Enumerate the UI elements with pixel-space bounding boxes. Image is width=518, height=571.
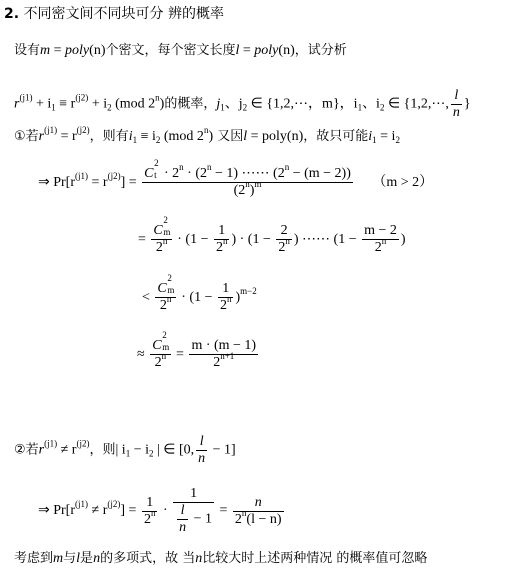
frac-num: 1 [142, 495, 158, 512]
frac-den: n [452, 105, 460, 120]
sup-n: n [155, 92, 160, 103]
frac-den: 2 [374, 240, 382, 256]
less-than: < [142, 289, 150, 305]
sub-1: 1 [220, 102, 225, 113]
sup-j1: (j1) [75, 499, 89, 510]
interval-open: | ∈ [0, [153, 442, 195, 458]
close-paren: ) [208, 129, 214, 144]
den: 2 [154, 355, 162, 371]
sup-n1: n+1 [220, 351, 235, 362]
c: C [153, 223, 163, 238]
eq-r: = r [57, 129, 77, 144]
intro-text-3: ，试分析 [294, 43, 347, 58]
sup-n: n [285, 236, 290, 247]
eq-r: = r [88, 174, 108, 190]
step-2-line [138, 215, 406, 256]
frac-den: 2 [278, 240, 286, 256]
intro-text-1: 设有 [14, 43, 41, 58]
frac-den: 2 [213, 355, 221, 371]
case-2-marker: ②若 [14, 442, 39, 458]
then-text: ，则 [89, 442, 116, 458]
sub-1: 1 [357, 102, 363, 113]
sup-j1: (j1) [19, 92, 33, 103]
big-fraction [142, 158, 353, 199]
var-j: j [216, 96, 221, 112]
condition: （m > 2） [372, 174, 434, 190]
frac-den: 2 [234, 511, 242, 527]
step-1-line [38, 158, 434, 199]
sub-1: 1 [125, 448, 131, 459]
result-fraction [189, 338, 258, 371]
sup-j2: (j2) [76, 125, 90, 135]
equals: = [50, 43, 66, 58]
sup-n: n [203, 125, 209, 135]
conclusion-text: 是 [80, 551, 94, 566]
sup-n: n [245, 179, 250, 190]
den-part: (2 [233, 183, 246, 199]
intro-text-2: 个密文，每个密文长度 [105, 43, 236, 58]
sup-n: n [381, 236, 387, 247]
frac-num: m − 2 [364, 223, 397, 239]
num-part: − (m − 2)) [289, 166, 351, 182]
frac-1 [214, 223, 230, 256]
binom-fraction: C 2 m 2$^n$ [153, 215, 171, 256]
conclusion-text: 与 [63, 551, 77, 566]
neq-r: ≠ r [88, 503, 108, 519]
comma-j: 、j [224, 96, 243, 112]
sup-j2: (j2) [75, 92, 89, 103]
den: 2 [155, 240, 163, 256]
poly-fn: poly [65, 43, 90, 58]
sup-j2: (j2) [76, 438, 90, 449]
sub-2: 2 [395, 135, 400, 145]
frac-1 [142, 495, 158, 528]
var-i: i [128, 129, 133, 144]
frac-num: l [199, 434, 204, 449]
sup-j1: (j1) [44, 125, 58, 135]
implies-pr: ⇒ Pr[r [38, 503, 76, 519]
sub-1: 1 [372, 135, 377, 145]
fraction-l-over-n [196, 434, 207, 467]
frac-num: n [254, 494, 262, 510]
var-l: l [243, 129, 248, 144]
eq-i: = i [376, 129, 396, 144]
section-heading [4, 3, 224, 23]
close-bracket: ] = [120, 174, 141, 190]
frac-num: 2 [276, 223, 292, 240]
then-text: ，则有 [89, 129, 129, 144]
interval-close: − 1] [209, 442, 236, 458]
mod: (mod 2 [160, 129, 204, 144]
sup-n: n [222, 236, 228, 247]
frac-1 [218, 281, 234, 314]
frac-2 [276, 223, 292, 256]
sup-m: m [254, 179, 262, 190]
close-brace: } [463, 96, 471, 112]
conclusion-line [14, 547, 427, 567]
den: 2 [159, 298, 167, 314]
prob-text: 的概率， [164, 96, 217, 112]
var-i: i [368, 129, 373, 144]
factor-open: ) ⋯⋯ (1 − [293, 231, 361, 247]
abs-open: | i [115, 442, 126, 458]
poly-arg: (n) [89, 43, 106, 58]
sup-n: n [162, 236, 168, 247]
binom-fraction: C 2 m 2$^n$ [152, 330, 170, 371]
neq-r: ≠ r [57, 442, 77, 458]
fraction-l-over-n [451, 88, 462, 121]
sub-2: 2 [155, 135, 161, 145]
equals: = [239, 43, 255, 58]
because-text: 又因 [213, 129, 244, 144]
congruence-line [14, 88, 471, 121]
den-tail: (l − n) [246, 511, 282, 527]
set-i: ∈ {1,2,⋯, [384, 96, 449, 112]
num-part: − 1) ⋯⋯ (2 [211, 166, 285, 182]
sup-n: n [241, 507, 247, 518]
inner-fraction [177, 503, 188, 536]
minus-one: − 1 [190, 511, 213, 527]
close-paren: ) [235, 289, 241, 305]
conclusion-text: 考虑到 [14, 551, 54, 566]
var-n: n [195, 551, 203, 566]
exponent: m−2 [240, 285, 257, 296]
only-text: ，故只可能 [303, 129, 369, 144]
comma-i: 、i [362, 96, 380, 112]
binom-fraction: C 2 m 2$^n$ [157, 273, 175, 314]
c: C [144, 166, 154, 181]
sup-n: n [166, 294, 172, 305]
var-r: r [38, 129, 45, 144]
frac-den: 2 [215, 240, 223, 256]
var-r: r [14, 96, 20, 112]
sub-2: 2 [148, 448, 154, 459]
equals: = [172, 346, 188, 362]
sup-n: n [179, 162, 184, 173]
frac-num: l [454, 88, 459, 103]
sup-n: n [150, 507, 156, 518]
factor-open: · (1 − [173, 231, 212, 247]
step-5-line [38, 486, 286, 536]
minus-i: − i [130, 442, 149, 458]
var-m: m [53, 551, 64, 566]
close-paren: ) [400, 231, 406, 247]
frac-3 [233, 495, 284, 528]
frac-3 [362, 223, 399, 256]
mod: (mod 2 [111, 96, 156, 112]
frac-den: n [179, 520, 187, 535]
section-number: 2. [4, 6, 20, 22]
sup-n: n [284, 162, 290, 173]
sub-1: 1 [51, 102, 56, 113]
sub-1: 1 [132, 135, 138, 145]
sup-j1: (j1) [44, 438, 58, 449]
plus-i: + i [88, 96, 108, 112]
sup-j2: (j2) [107, 499, 121, 510]
var-r: r [38, 442, 45, 458]
num-part: · 2 [160, 166, 180, 182]
var-l: l [235, 43, 240, 58]
step-3-line [142, 273, 257, 314]
sup-n: n [206, 162, 212, 173]
close-paren: ) [159, 96, 165, 112]
poly-expr: = poly(n) [247, 129, 304, 144]
var-l: l [76, 551, 81, 566]
conclusion-text: 比较大时上述两种情况 的概率值可忽略 [202, 551, 428, 566]
frac-num: 1 [214, 223, 230, 240]
var-n: n [93, 551, 101, 566]
equals: = [138, 231, 146, 247]
case-2-line [14, 434, 236, 467]
conclusion-text: 的多项式，故 当 [100, 551, 196, 566]
frac-num: 1 [173, 486, 214, 503]
close-bracket: ] = [120, 503, 140, 519]
var-m: m [40, 43, 51, 58]
case-1-line [14, 125, 400, 145]
frac-num: 1 [218, 281, 234, 298]
frac-num: m · (m − 1) [191, 338, 257, 354]
c: C [152, 338, 162, 353]
section-title: 不同密文间不同块可分 辨的概率 [23, 6, 224, 22]
equiv-i: ≡ i [137, 129, 156, 144]
sup-j2: (j2) [107, 170, 121, 181]
frac-den: 2 [219, 298, 227, 314]
plus-i: + i [32, 96, 52, 112]
sup-j1: (j1) [75, 170, 89, 181]
poly-arg: (n) [278, 43, 295, 58]
dot: · [159, 503, 172, 519]
poly-fn: poly [254, 43, 279, 58]
implies-pr: ⇒ Pr[r [38, 174, 76, 190]
equals: = [216, 503, 231, 519]
frac-den: n [198, 451, 206, 466]
sub-2: 2 [242, 102, 248, 113]
sup-n: n [226, 294, 232, 305]
factor-open: · (1 − [177, 289, 216, 305]
set-j: ∈ {1,2,⋯，m}，i [247, 96, 358, 112]
intro-line [14, 39, 347, 59]
case-1-marker: ①若 [14, 129, 39, 144]
c: C [157, 281, 167, 296]
sub-2: 2 [107, 102, 112, 113]
factor-open: ) · (1 − [231, 231, 275, 247]
frac-den: 2 [143, 511, 151, 527]
binom-c: C 2 t [144, 158, 159, 181]
sub-2: 2 [379, 102, 385, 113]
num-part: · (2 [183, 166, 207, 182]
den-close: ) [249, 183, 255, 199]
frac-num: l [180, 503, 185, 518]
approx: ≈ [137, 346, 145, 362]
equiv-r: ≡ r [55, 96, 76, 112]
step-4-line [137, 330, 260, 371]
frac-2 [173, 486, 214, 536]
sup-n: n [161, 351, 167, 362]
